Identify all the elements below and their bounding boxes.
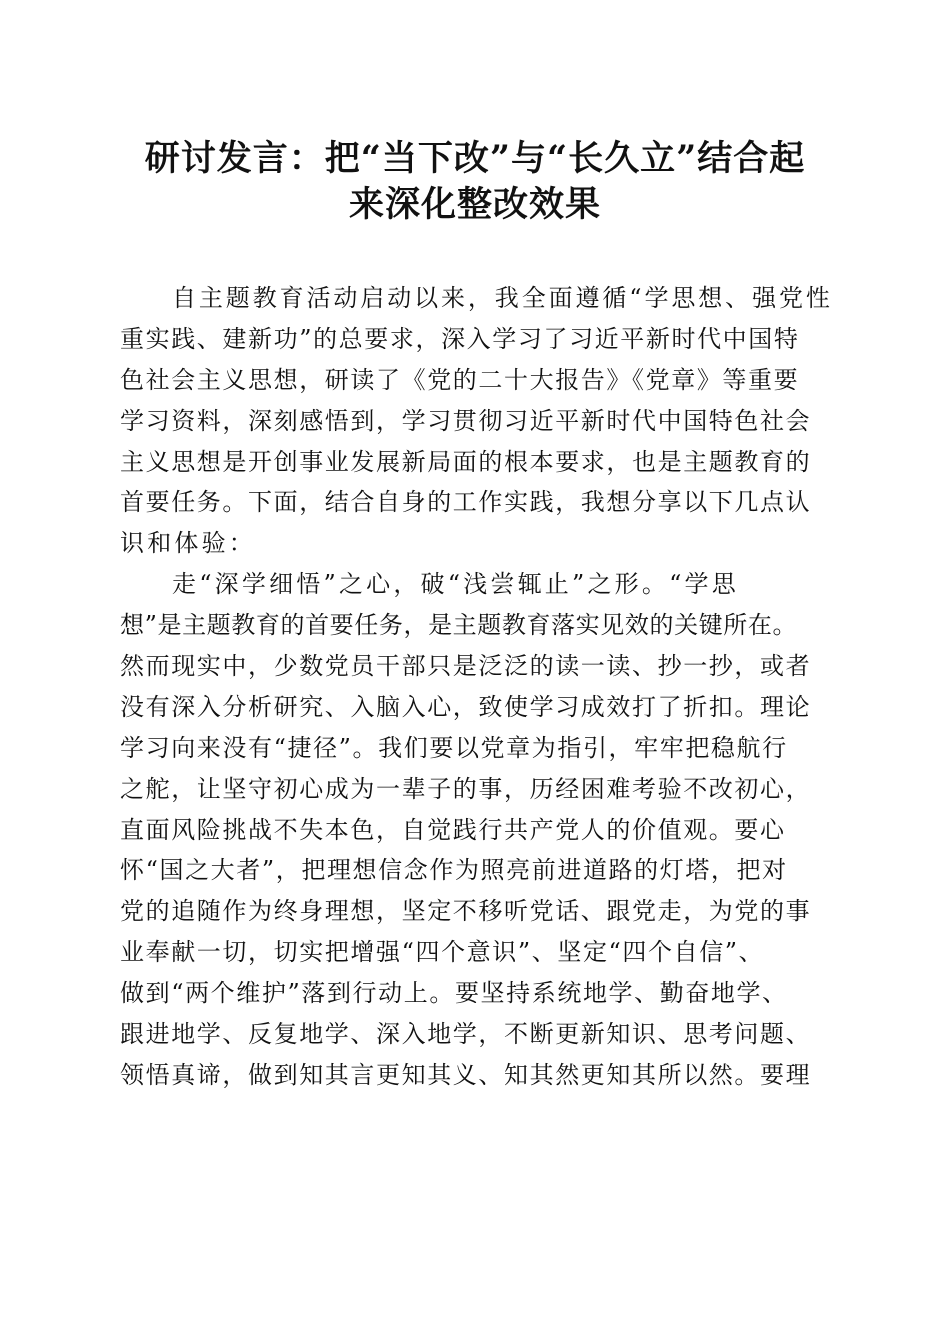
text-line: 党的追随作为终身理想，坚定不移听党话、跟党走，为党的事 bbox=[120, 897, 812, 926]
text-line: 首要任务。下面，结合自身的工作实践，我想分享以下几点认 bbox=[120, 488, 812, 517]
text-line: 学习向来没有“捷径”。我们要以党章为指引，牢牢把稳航行 bbox=[120, 733, 788, 762]
text-line: 自主题教育活动启动以来，我全面遵循“学思想、强党性 bbox=[172, 284, 833, 312]
text-line: 然而现实中，少数党员干部只是泛泛的读一读、抄一抄，或者 bbox=[120, 652, 812, 681]
title-line-2: 来深化整改效果 bbox=[348, 184, 601, 225]
text-line: 没有深入分析研究、入脑入心，致使学习成效打了折扣。理论 bbox=[120, 692, 812, 721]
text-line: 直面风险挑战不失本色，自觉践行共产党人的价值观。要心 bbox=[120, 815, 786, 844]
text-line: 主义思想是开创事业发展新局面的根本要求，也是主题教育的 bbox=[120, 447, 812, 476]
paragraph-intro bbox=[120, 278, 836, 564]
paragraph-study bbox=[120, 564, 836, 1096]
text-line: 怀“国之大者”，把理想信念作为照亮前进道路的灯塔，把对 bbox=[120, 856, 788, 885]
text-line: 重实践、建新功”的总要求，深入学习了习近平新时代中国特 bbox=[120, 324, 800, 353]
title-line-1: 研讨发言：把“当下改”与“长久立”结合起 bbox=[144, 138, 806, 179]
text-line: 领悟真谛，做到知其言更知其义、知其然更知其所以然。要理 bbox=[120, 1060, 812, 1089]
text-line: 之舵，让坚守初心成为一辈子的事，历经困难考验不改初心， bbox=[120, 774, 812, 803]
text-line: 识和体验： bbox=[120, 529, 256, 558]
document-body bbox=[120, 278, 836, 1096]
text-line: 业奉献一切，切实把增强“四个意识”、坚定“四个自信”、 bbox=[120, 938, 765, 967]
text-line: 想”是主题教育的首要任务，是主题教育落实见效的关键所在。 bbox=[120, 611, 798, 640]
text-line: 跟进地学、反复地学、深入地学，不断更新知识、思考问题、 bbox=[120, 1020, 812, 1049]
text-line: 学习资料，深刻感悟到，学习贯彻习近平新时代中国特色社会 bbox=[120, 406, 812, 435]
document-title bbox=[100, 136, 850, 228]
text-line: 色社会主义思想，研读了《党的二十大报告》《党章》等重要 bbox=[120, 365, 800, 394]
text-line: 做到“两个维护”落到行动上。要坚持系统地学、勤奋地学、 bbox=[120, 979, 788, 1008]
text-line: 走“深学细悟”之心，破“浅尝辄止”之形。“学思 bbox=[172, 570, 739, 599]
